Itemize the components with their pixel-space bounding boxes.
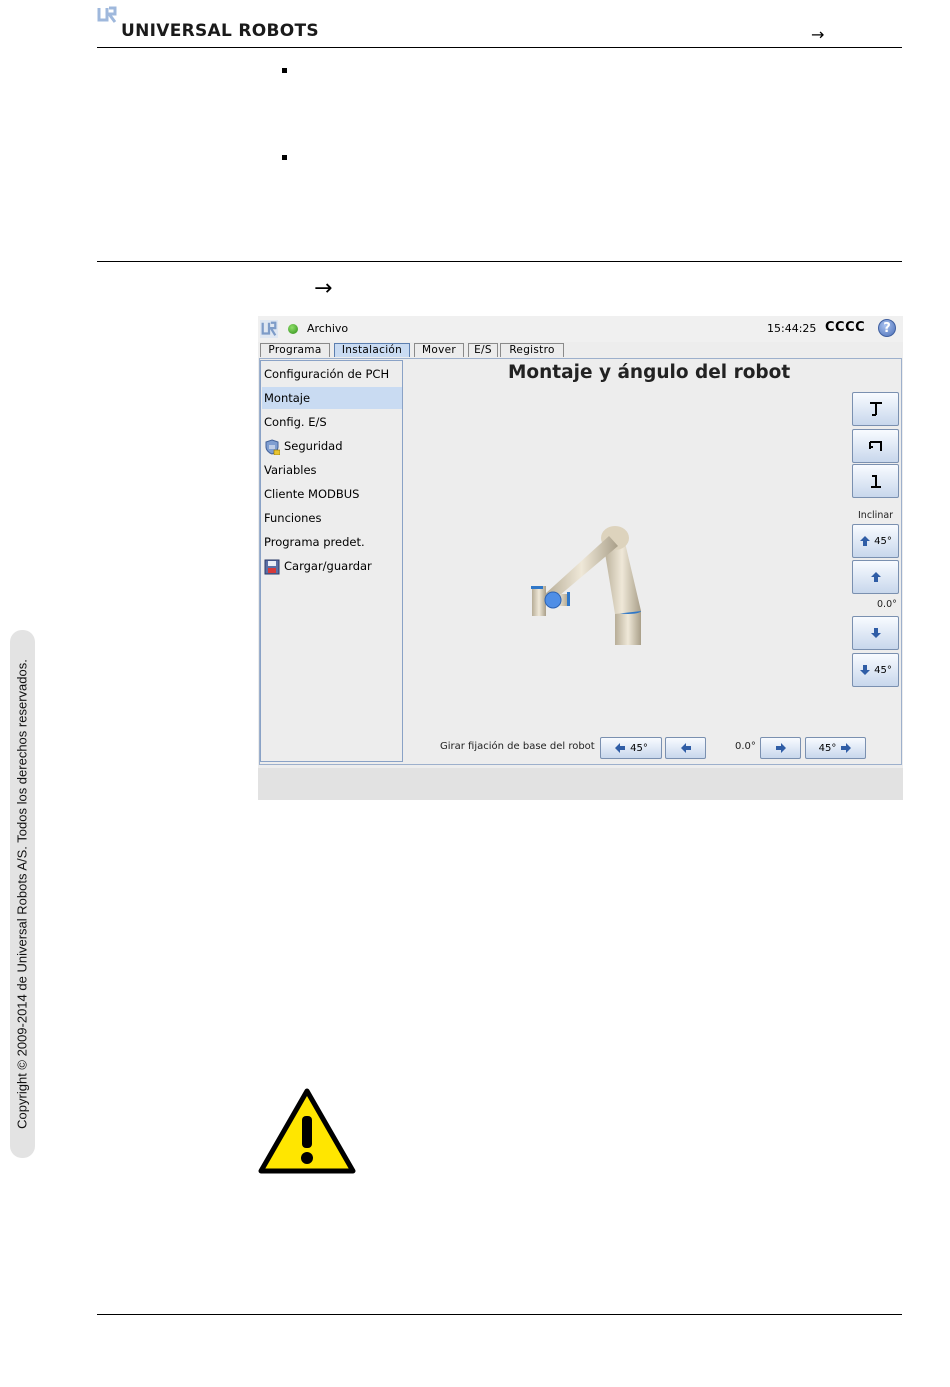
top-bar <box>258 316 903 342</box>
ur-logo-icon <box>260 320 278 338</box>
rotate-right-button[interactable] <box>760 737 801 759</box>
nav-seguridad[interactable] <box>262 435 402 457</box>
nav-config-es[interactable] <box>262 411 402 433</box>
tilt-down-button[interactable] <box>852 616 899 650</box>
file-menu[interactable]: Archivo <box>307 322 349 335</box>
tab-programa[interactable]: Programa <box>260 343 330 357</box>
nav-label: Configuración de PCH <box>264 367 390 381</box>
tab-registro[interactable]: Registro <box>500 343 564 357</box>
rotate-left-45-button[interactable] <box>600 737 662 759</box>
nav-label: Config. E/S <box>264 415 327 429</box>
nav-configuracion-pch[interactable] <box>262 363 402 385</box>
installation-nav <box>260 360 403 762</box>
bullet-2 <box>282 155 287 160</box>
warning-icon <box>258 1088 356 1174</box>
nav-label: Cargar/guardar <box>284 559 372 573</box>
nav-label: Variables <box>264 463 317 477</box>
mount-wall-icon <box>867 437 885 455</box>
rotate-right-45-button[interactable] <box>805 737 866 759</box>
status-indicator-icon <box>288 324 298 334</box>
tilt-up-45-label: 45° <box>874 535 892 547</box>
copyright-text: Copyright © 2009-2014 de Universal Robots A/S. Todos los derechos reservados. <box>14 659 30 1129</box>
universal-robots-logo-icon <box>97 6 117 26</box>
shield-lock-icon <box>264 439 280 455</box>
nav-label: Programa predet. <box>264 535 365 549</box>
mounting-title: Montaje y ángulo del robot <box>508 362 791 383</box>
rotate-left-45-label: 45° <box>630 742 648 754</box>
robot-arm-illustration <box>523 516 653 656</box>
mount-ceiling-icon <box>867 400 885 418</box>
tilt-down-45-label: 45° <box>874 664 892 676</box>
arrow-down-icon <box>870 627 882 639</box>
mount-floor-icon <box>867 472 885 490</box>
brand-name: UNIVERSAL ROBOTS <box>121 21 319 41</box>
arrow-right-icon <box>775 742 787 754</box>
arrow-right-icon <box>840 742 852 754</box>
robot-name: CCCC <box>825 320 866 335</box>
view-front-button[interactable] <box>852 392 899 426</box>
section-arrow: → <box>314 276 333 301</box>
polyscope-screenshot <box>258 316 903 800</box>
tilt-down-45-button[interactable] <box>852 653 899 687</box>
nav-label: Funciones <box>264 511 322 525</box>
floppy-disk-icon <box>264 559 280 575</box>
nav-cargar-guardar[interactable] <box>262 555 402 577</box>
rotate-right-45-label: 45° <box>818 742 837 754</box>
rotate-value: 0.0° <box>735 741 756 752</box>
tilt-label: Inclinar <box>858 510 894 521</box>
rotate-label: Girar fijación de base del robot <box>440 741 595 752</box>
nav-label: Montaje <box>264 391 311 405</box>
arrow-up-icon <box>859 535 871 547</box>
nav-label: Cliente MODBUS <box>264 487 360 501</box>
tilt-up-45-button[interactable] <box>852 524 899 558</box>
nav-funciones[interactable] <box>262 507 402 529</box>
view-floor-button[interactable] <box>852 464 899 498</box>
arrow-down-icon <box>859 664 871 676</box>
nav-cliente-modbus[interactable] <box>262 483 402 505</box>
bullet-1 <box>282 68 287 73</box>
nav-montaje[interactable] <box>262 387 402 409</box>
tab-mover[interactable]: Mover <box>414 343 464 357</box>
tab-es[interactable]: E/S <box>468 343 498 357</box>
view-side-button[interactable] <box>852 429 899 463</box>
header-arrow: → <box>811 25 825 44</box>
section-divider <box>97 261 902 262</box>
nav-variables[interactable] <box>262 459 402 481</box>
tilt-up-button[interactable] <box>852 560 899 594</box>
tilt-value: 0.0° <box>877 599 897 610</box>
help-icon[interactable]: ? <box>878 319 896 337</box>
arrow-left-icon <box>680 742 692 754</box>
header-divider <box>97 47 902 48</box>
clock: 15:44:25 <box>767 322 817 335</box>
footer-bar <box>258 768 903 800</box>
footer-divider <box>97 1314 902 1315</box>
arrow-left-icon <box>614 742 626 754</box>
tab-instalacion[interactable]: Instalación <box>334 343 410 357</box>
nav-label: Seguridad <box>284 439 343 453</box>
rotate-left-button[interactable] <box>665 737 706 759</box>
nav-programa-predet[interactable] <box>262 531 402 553</box>
arrow-up-icon <box>870 571 882 583</box>
